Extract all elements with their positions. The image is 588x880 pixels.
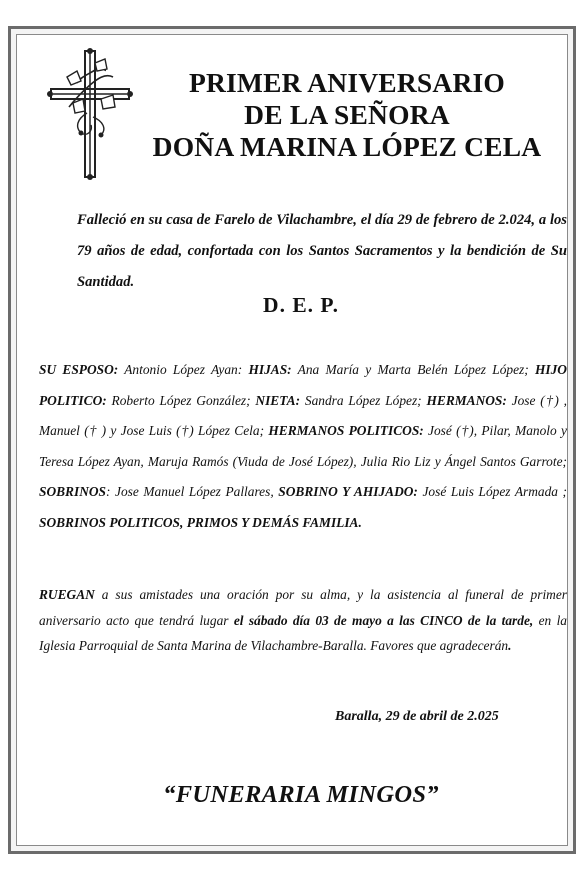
family-text-son-in-law: Roberto López González; xyxy=(106,392,256,408)
family-label-son-in-law: HIJO POLITICO: xyxy=(39,362,567,408)
invitation-lead: RUEGAN xyxy=(39,587,95,602)
family-label-extended: SOBRINOS POLITICOS, PRIMOS Y DEMÁS FAMILIA. xyxy=(39,514,362,530)
place-and-date: Baralla, 29 de abril de 2.025 xyxy=(335,709,499,724)
family-label-nephews: SOBRINOS xyxy=(39,484,106,499)
title-line-3: DOÑA MARINA LÓPEZ CELA xyxy=(152,131,542,162)
notice-title xyxy=(127,67,567,163)
family-text-daughters: Ana María y Marta Belén López López; xyxy=(291,362,535,377)
invitation-end: . xyxy=(508,638,512,653)
family-label-siblings-in-law: HERMANOS POLITICOS: xyxy=(268,423,424,438)
title-line-2: DE LA SEÑORA xyxy=(244,99,450,130)
rest-in-peace: D. E. P. xyxy=(263,293,339,317)
family-label-spouse: SU ESPOSO: xyxy=(39,362,119,377)
family-text-siblings-in-law: José (†), Pilar, Manolo y Teresa López Ayan, Maruja Ramós (Viuda de José López), Julia Rio Liz y Ángel Santos Garrote; xyxy=(39,423,567,469)
family-text-granddaughter: Sandra López López; xyxy=(300,392,427,408)
invitation-text-2: en la Iglesia Parroquial de Santa Marina de Vilachambre-Baralla. Favores que agradecerán xyxy=(39,612,567,653)
family-text-siblings: Jose (†) , Manuel († ) y Jose Luis (†) López Cela; xyxy=(39,392,567,438)
family-label-daughters: HIJAS: xyxy=(248,362,292,377)
family-label-godson: SOBRINO Y AHIJADO: xyxy=(278,484,418,499)
family-list xyxy=(39,355,567,538)
notice-inner-border xyxy=(16,34,568,846)
family-text-spouse: Antonio López Ayan: xyxy=(118,362,249,377)
family-text-nephews: : Jose Manuel López Pallares, xyxy=(105,484,279,499)
notice-frame xyxy=(8,26,576,854)
ornamental-cross-icon xyxy=(47,47,133,181)
invitation-datetime: el sábado día 03 de mayo a las CINCO de la tarde, xyxy=(233,612,534,628)
death-announcement: Falleció en su casa de Farelo de Vilachambre, el día 29 de febrero de 2.024, a los 79 años de edad, confortada con los Santos Sacramentos y la bendición de Su Santidad. xyxy=(77,212,567,290)
family-label-granddaughter: NIETA: xyxy=(255,392,301,408)
funeral-home-name: “FUNERARIA MINGOS” xyxy=(163,781,439,808)
title-line-1: PRIMER ANIVERSARIO xyxy=(188,67,506,98)
family-text-godson: José Luis López Armada ; xyxy=(417,484,568,499)
funeral-invitation xyxy=(39,582,567,659)
invitation-text-1: a sus amistades una oración por su alma, y la asistencia al funeral de primer aniversario acto que tendrá lugar xyxy=(39,587,567,628)
family-label-siblings: HERMANOS: xyxy=(426,392,507,408)
